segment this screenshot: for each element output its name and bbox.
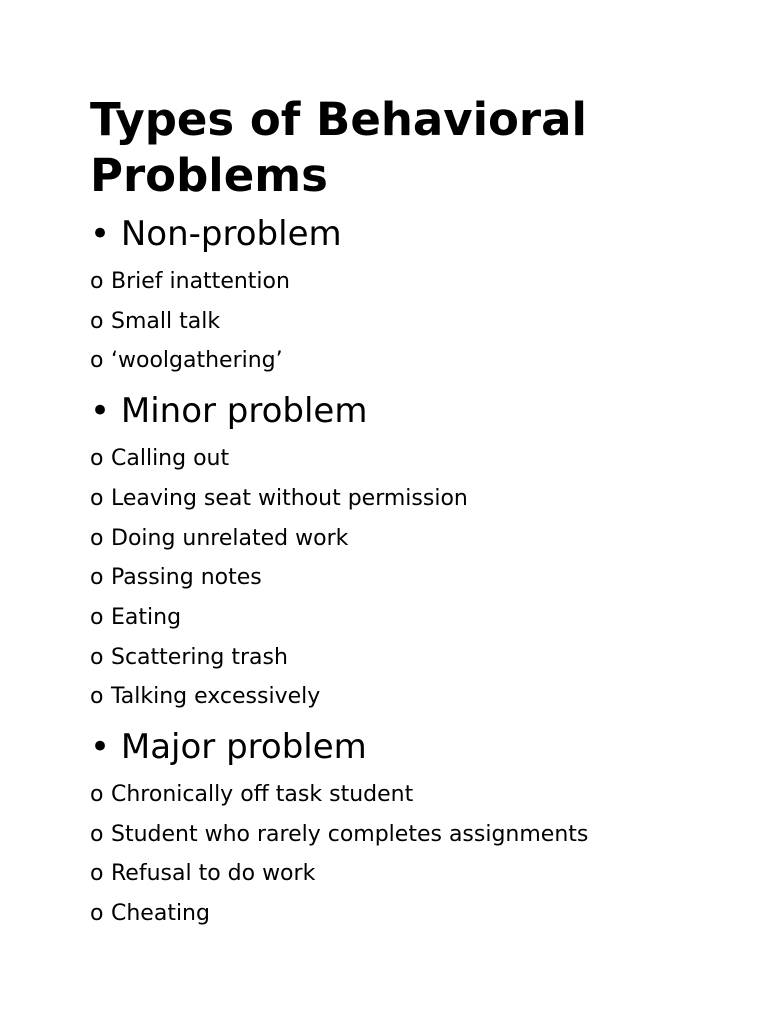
list-item <box>90 439 730 479</box>
section-heading-text: Major problem <box>120 727 367 768</box>
sub-bullet-marker: o <box>90 821 104 847</box>
list-item-text: Calling out <box>111 446 230 472</box>
sub-bullet-marker: o <box>90 446 104 472</box>
list-item-text: Eating <box>111 604 182 630</box>
bullet-marker: • <box>90 391 111 432</box>
list-item <box>90 677 730 717</box>
sub-bullet-marker: o <box>90 525 104 551</box>
list-item <box>90 815 730 855</box>
sub-bullet-marker: o <box>90 782 104 808</box>
sub-bullet-marker: o <box>90 565 104 591</box>
sub-bullet-marker: o <box>90 684 104 710</box>
list-item-text: Brief inattention <box>111 269 290 294</box>
list-item <box>90 302 730 342</box>
list-item <box>90 558 730 598</box>
list-item-text: Passing notes <box>111 565 262 591</box>
document-page <box>90 92 730 934</box>
list-item-text: Refusal to do work <box>111 861 316 887</box>
sub-list <box>90 775 730 934</box>
list-item-text: Chronically off task student <box>111 782 414 808</box>
bullet-marker: • <box>90 214 111 254</box>
list-item-text: Student who rarely completes assignments <box>111 821 589 847</box>
section-minor-problem <box>90 391 730 717</box>
list-item-text: Small talk <box>111 308 221 334</box>
list-item-text: ‘woolgathering’ <box>111 348 283 374</box>
list-item <box>90 638 730 678</box>
sub-bullet-marker: o <box>90 644 104 670</box>
section-heading <box>90 391 730 431</box>
list-item-text: Cheating <box>111 901 210 927</box>
list-item <box>90 775 730 815</box>
sub-list <box>90 262 730 381</box>
sub-bullet-marker: o <box>90 861 104 887</box>
bullet-marker: • <box>90 727 111 768</box>
section-heading <box>90 214 730 254</box>
section-major-problem <box>90 727 730 934</box>
list-item-text: Doing unrelated work <box>111 525 349 551</box>
sub-bullet-marker: o <box>90 308 104 334</box>
list-item <box>90 519 730 559</box>
sub-list <box>90 439 730 717</box>
list-item-text: Talking excessively <box>111 684 321 710</box>
list-item <box>90 894 730 934</box>
section-heading-text: Non-problem <box>120 214 342 254</box>
sub-bullet-marker: o <box>90 348 104 374</box>
list-item <box>90 854 730 894</box>
sub-bullet-marker: o <box>90 901 104 927</box>
list-item-text: Leaving seat without permission <box>111 485 468 511</box>
sub-bullet-marker: o <box>90 485 104 511</box>
list-item <box>90 262 730 302</box>
list-item-text: Scattering trash <box>111 644 288 670</box>
page-title: Types of Behavioral Problems <box>90 93 587 202</box>
list-item <box>90 341 730 381</box>
list-item <box>90 598 730 638</box>
sub-bullet-marker: o <box>90 604 104 630</box>
sub-bullet-marker: o <box>90 269 104 294</box>
section-heading <box>90 727 730 767</box>
list-item <box>90 479 730 519</box>
section-non-problem <box>90 214 730 381</box>
section-heading-text: Minor problem <box>120 391 368 432</box>
